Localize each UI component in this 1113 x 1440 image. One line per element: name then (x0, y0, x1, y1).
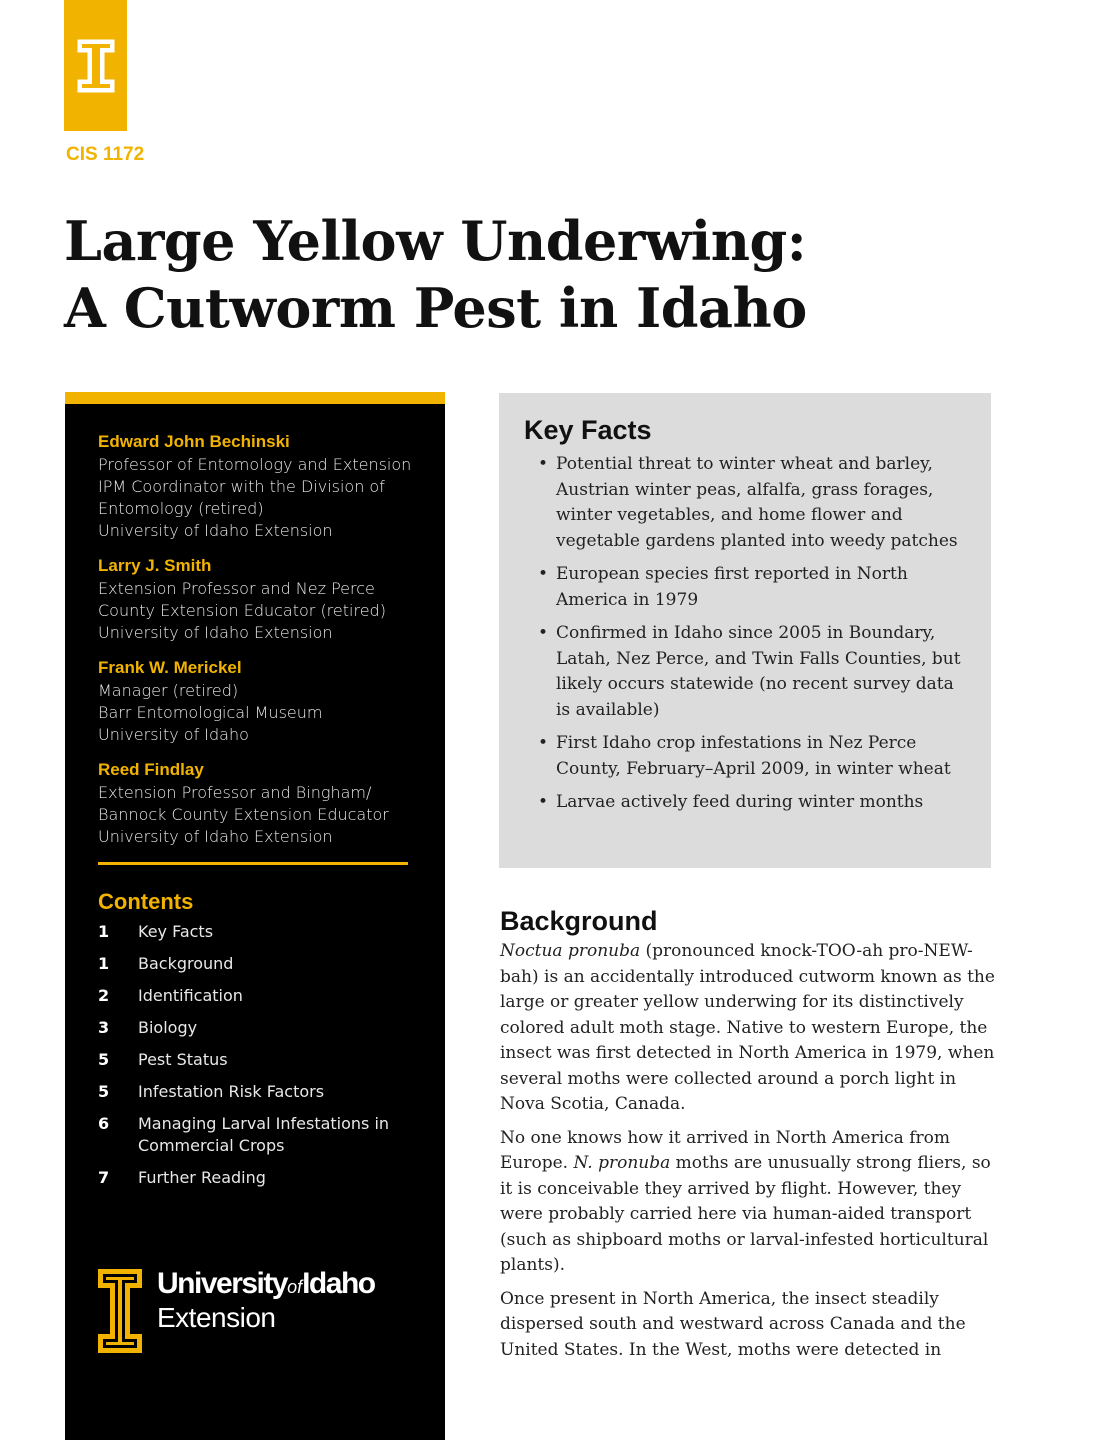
title-line-1: Large Yellow Underwing: (64, 209, 807, 273)
author-line: Entomology (retired) (98, 499, 264, 518)
toc-label: Infestation Risk Factors (138, 1082, 325, 1101)
key-facts-heading: Key Facts (524, 415, 652, 445)
block-i-icon (76, 38, 116, 94)
key-facts-box (499, 393, 991, 868)
university-logo (97, 1268, 375, 1354)
author-line: Manager (retired) (98, 681, 239, 700)
author (98, 758, 411, 848)
background-paragraph (500, 939, 995, 1118)
author-line: University of Idaho Extension (98, 827, 333, 846)
author-line: Bannock County Extension Educator (98, 805, 389, 824)
logo-wordmark (157, 1268, 375, 1333)
toc-label: Pest Status (138, 1050, 228, 1069)
toc-label: Background (138, 954, 234, 973)
author-name: Larry J. Smith (98, 556, 212, 575)
author-name: Reed Findlay (98, 760, 204, 779)
toc-page: 1 (98, 954, 110, 973)
divider (98, 862, 408, 865)
background-heading: Background (500, 906, 658, 936)
toc-item[interactable] (98, 1081, 411, 1103)
toc-page: 5 (98, 1050, 110, 1069)
toc-label: Biology (138, 1018, 198, 1037)
logo-of: of (287, 1277, 303, 1297)
paragraph-text: No one knows how it arrived in North America from Europe. (500, 1127, 950, 1173)
author-line: Barr Entomological Museum (98, 703, 323, 722)
contents-heading: Contents (98, 889, 194, 914)
toc-page: 5 (98, 1082, 110, 1101)
author-line: Extension Professor and Nez Perce (98, 579, 375, 598)
doc-number: CIS 1172 (66, 144, 145, 165)
species-name: Noctua pronuba (500, 941, 641, 961)
toc-item[interactable] (98, 953, 411, 975)
key-fact-item: • First Idaho crop infestations in Nez Perce County, February–April 2009, in winter wheat (556, 731, 967, 782)
toc-item[interactable] (98, 1049, 411, 1071)
toc-page: 2 (98, 986, 110, 1005)
author-name: Frank W. Merickel (98, 658, 242, 677)
toc-label: Key Facts (138, 922, 214, 941)
paragraph-text: (pronounced knock-TOO-ah pro-NEW-bah) is an accidentally introduced cutworm known as the large or greater yellow underwing for its distinctively colored adult moth stage. Native to western Europe, the insect was first detected in North America in 1979, when several moths were collected around a porch light in Nova Scotia, Canada. (500, 941, 995, 1114)
logo-university: University (157, 1267, 288, 1300)
toc-page: 3 (98, 1018, 110, 1037)
title-line-2: A Cutworm Pest in Idaho (64, 276, 807, 340)
background-paragraph: Once present in North America, the insect steadily dispersed south and westward across Canada and the United States. In the West, moths were detected in (500, 1288, 966, 1360)
toc-page: 7 (98, 1168, 110, 1187)
logo-idaho: Idaho (302, 1267, 375, 1300)
key-fact-item: • European species first reported in North America in 1979 (556, 562, 967, 613)
page-title (64, 208, 1024, 342)
author-line: Extension Professor and Bingham/ (98, 783, 372, 802)
toc-item[interactable] (98, 985, 411, 1007)
author-line: Professor of Entomology and Extension (98, 455, 412, 474)
author-line: County Extension Educator (retired) (98, 601, 386, 620)
toc-page: 1 (98, 922, 110, 941)
paragraph-text: moths are unusually strong fliers, so it is conceivable they arrived by flight. However, they were probably carried here via human-aided transport (such as shipboard moths or larval-infested horticultural plants). (500, 1153, 991, 1275)
author-line: IPM Coordinator with the Division of (98, 477, 385, 496)
logo-extension: Extension (157, 1302, 276, 1333)
logo-block (64, 0, 127, 131)
author-line: University of Idaho Extension (98, 521, 333, 540)
toc-item[interactable] (98, 1167, 411, 1189)
background-section (500, 906, 995, 1371)
author (98, 430, 411, 542)
toc-item[interactable] (98, 1017, 411, 1039)
species-name: N. pronuba (573, 1153, 671, 1173)
toc-label: Identification (138, 986, 243, 1005)
background-paragraph (500, 1126, 995, 1279)
key-fact-item: • Potential threat to winter wheat and barley, Austrian winter peas, alfalfa, grass forages, winter vegetables, and home flower and vegetable gardens planted into weedy patches (556, 452, 967, 554)
author-line: University of Idaho Extension (98, 623, 333, 642)
key-fact-item: • Confirmed in Idaho since 2005 in Boundary, Latah, Nez Perce, and Twin Falls Counties, but likely occurs statewide (no recent survey data is available) (556, 621, 967, 723)
table-of-contents (98, 921, 411, 1189)
toc-label: Managing Larval Infestations in Commercial Crops (138, 1114, 390, 1155)
toc-label: Further Reading (138, 1168, 266, 1187)
toc-item[interactable] (98, 1113, 411, 1157)
block-i-icon (97, 1268, 143, 1354)
sidebar (65, 392, 445, 1440)
toc-page: 6 (98, 1114, 110, 1133)
key-facts-list (524, 452, 967, 816)
author (98, 554, 411, 644)
author-name: Edward John Bechinski (98, 432, 290, 451)
author (98, 656, 411, 746)
author-line: University of Idaho (98, 725, 249, 744)
toc-item[interactable] (98, 921, 411, 943)
key-fact-item: • Larvae actively feed during winter months (556, 790, 967, 816)
